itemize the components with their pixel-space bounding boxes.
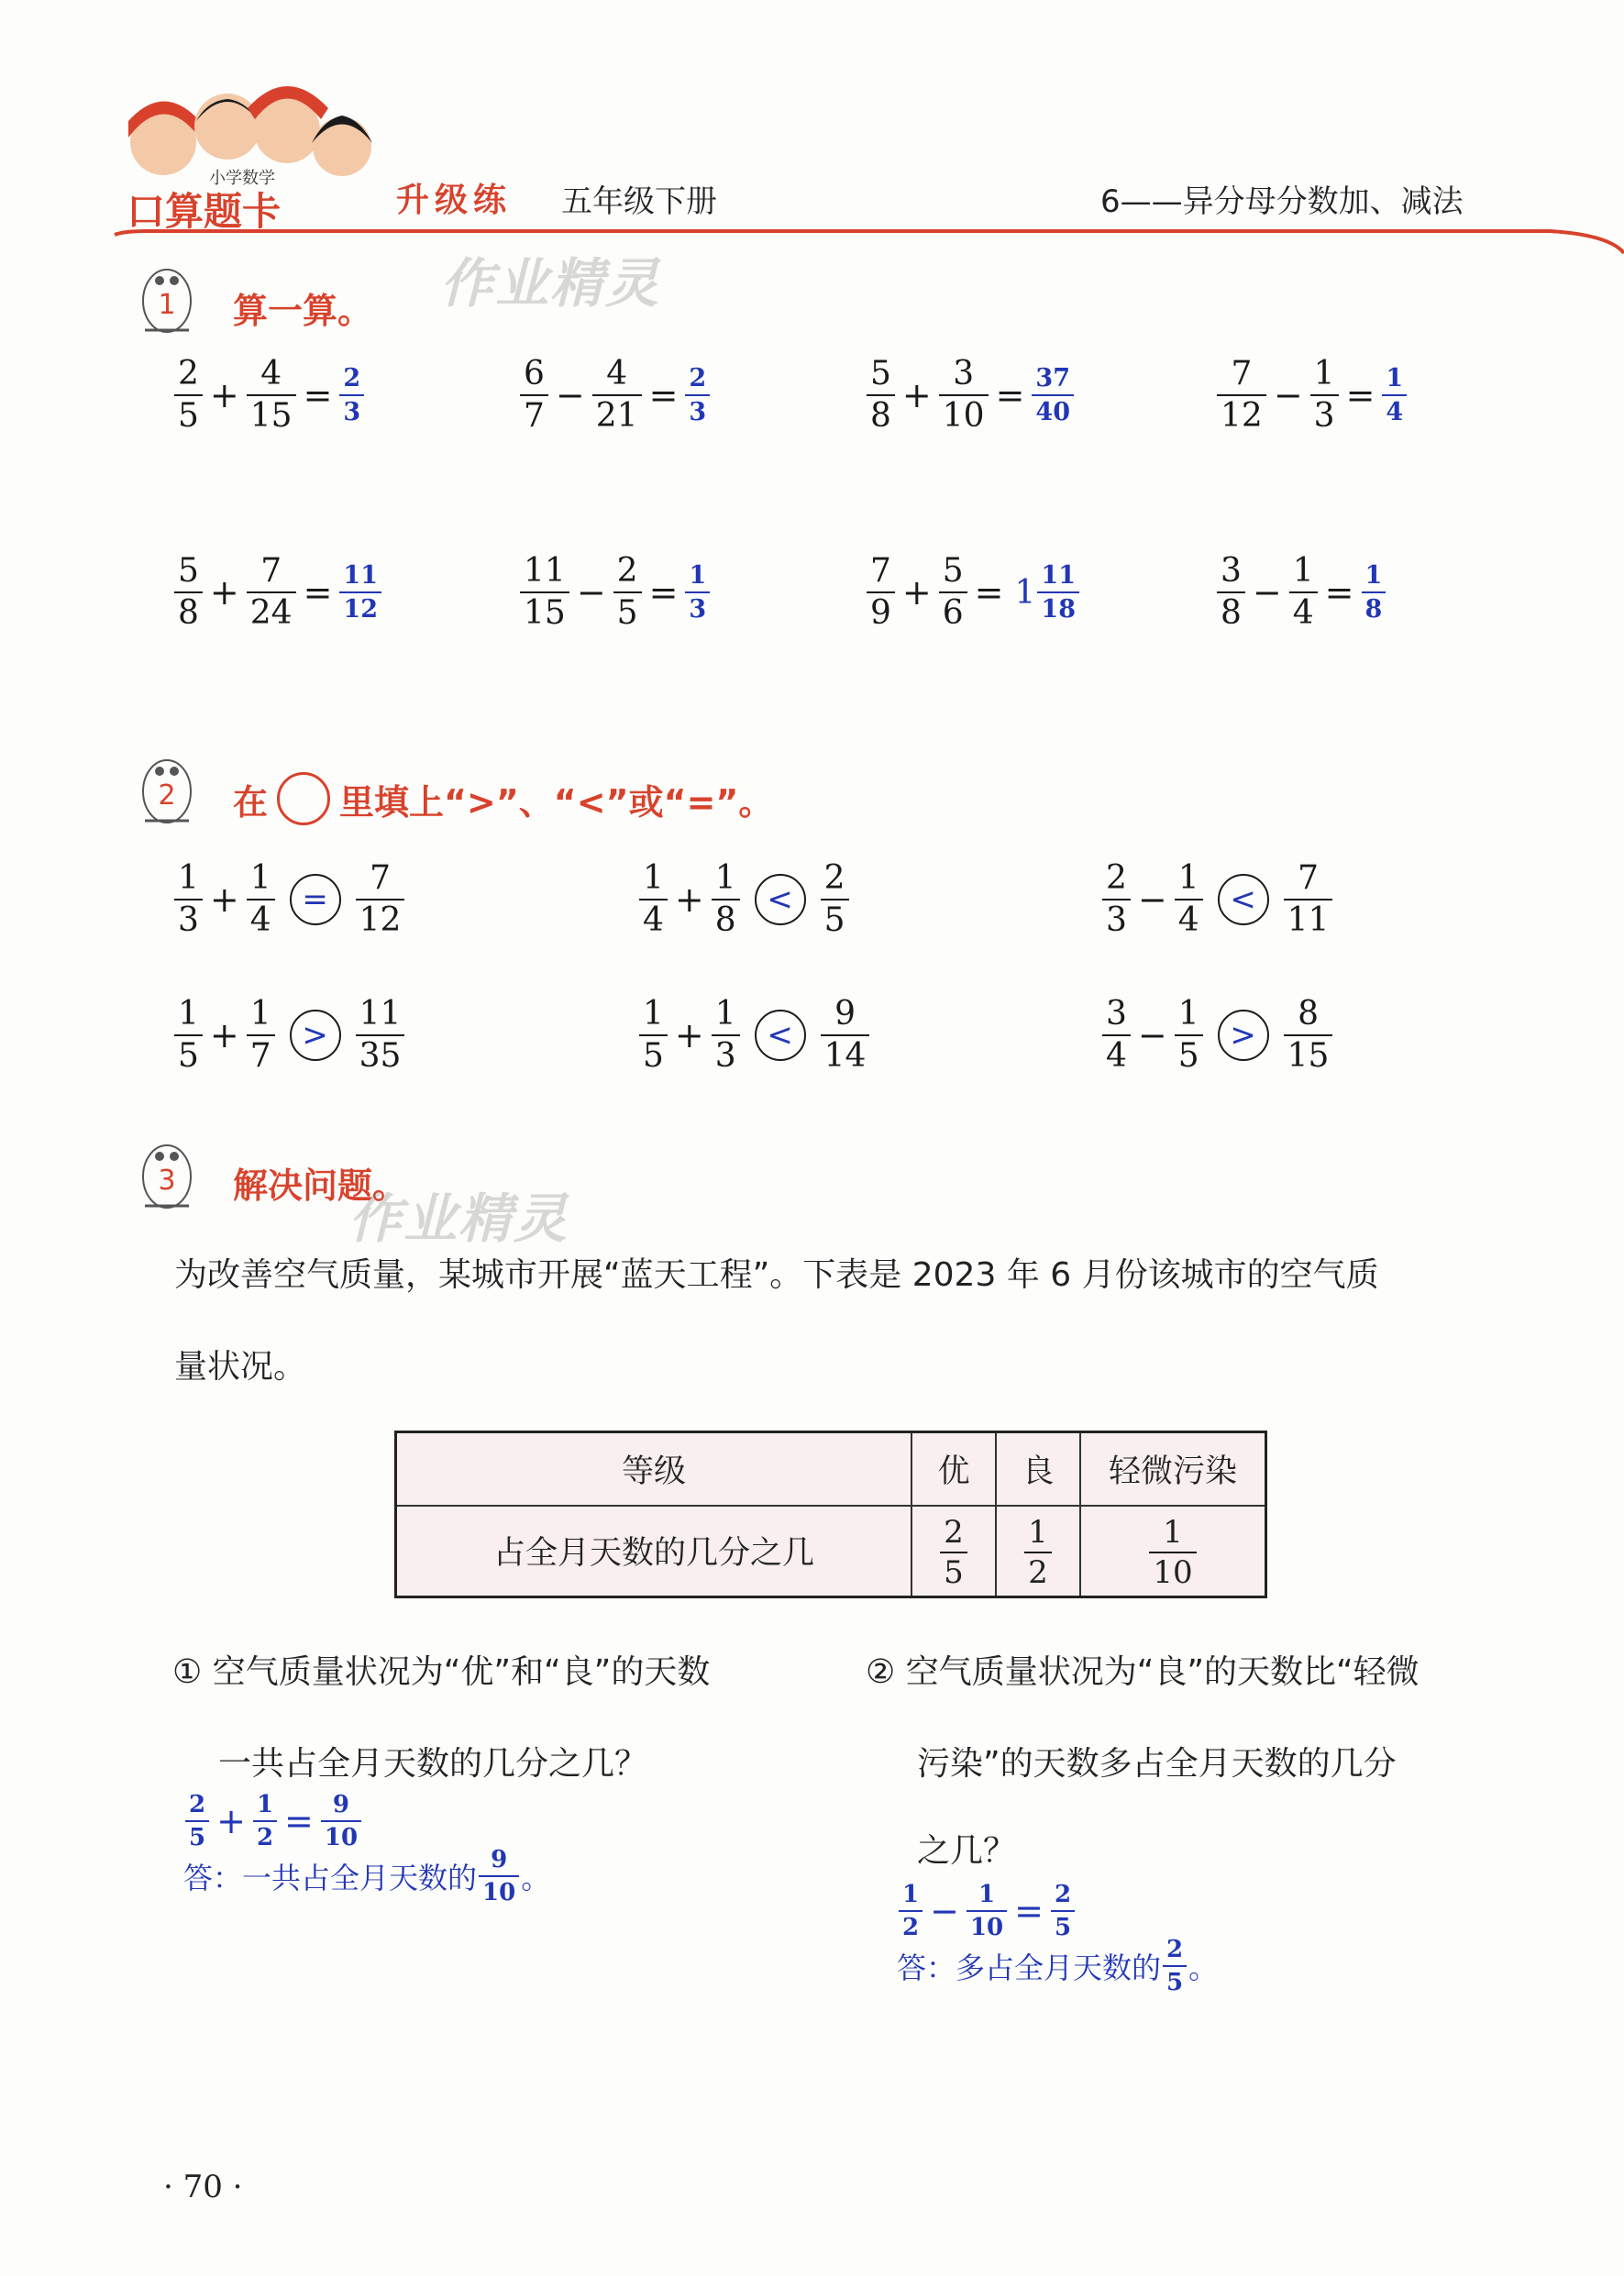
calc-problem xyxy=(172,355,366,435)
table-col-light-pollution: 轻微污染 xyxy=(1080,1432,1266,1506)
fraction: $\frac{2}{5}$ xyxy=(613,555,642,630)
operator: = xyxy=(303,572,333,613)
operator: − xyxy=(1137,1015,1167,1055)
fraction: $\frac{11}{35}$ xyxy=(356,998,405,1073)
fraction: $\frac{1}{5}$ xyxy=(1175,998,1203,1073)
calc-problem xyxy=(172,552,383,632)
fraction: $\frac{7}{12}$ xyxy=(1217,358,1266,433)
calc-answer xyxy=(1380,366,1409,425)
fraction: $\frac{2}{3}$ xyxy=(685,366,710,425)
question-2-answer: 答：多占全月天数的 $\frac{2}{5}$ 。 xyxy=(897,1936,1219,1996)
grade-label: 五年级下册 xyxy=(561,183,717,220)
operator: + xyxy=(209,375,239,415)
book-logo xyxy=(108,55,383,238)
table-cell-good: $\frac{1}{2}$ xyxy=(996,1506,1080,1597)
compare-sign: > xyxy=(290,1010,341,1061)
topic-label: 6——异分母分数加、减法 xyxy=(1100,183,1464,220)
calc-problem xyxy=(518,552,712,632)
series-title: 升级练 xyxy=(396,182,513,219)
fraction: $\frac{7}{11}$ xyxy=(1284,862,1333,937)
fraction: $\frac{8}{15}$ xyxy=(1284,998,1333,1073)
operator: + xyxy=(674,1015,704,1055)
fraction: $\frac{1}{4}$ xyxy=(1382,366,1407,425)
operator: = xyxy=(303,375,333,415)
question-1-answer: 答：一共占全月天数的 $\frac{9}{10}$ 。 xyxy=(183,1846,551,1906)
calc-problem xyxy=(1215,552,1387,632)
fraction: $\frac{1}{3}$ xyxy=(685,563,710,622)
calc-answer xyxy=(683,366,712,425)
operator: + xyxy=(209,879,239,920)
operator: − xyxy=(1273,375,1303,415)
question-2-line-1: ② 空气质量状况为“良”的天数比“轻微 xyxy=(866,1653,1420,1691)
svg-text:小学数学: 小学数学 xyxy=(209,169,275,188)
fraction: $\frac{4}{21}$ xyxy=(592,358,642,433)
svg-text:3: 3 xyxy=(158,1165,176,1197)
header-rule xyxy=(0,216,1624,271)
section-2-title: 在 里填上“>”、“<”或“=”。 xyxy=(233,772,773,825)
compare-sign: < xyxy=(755,1010,806,1061)
calc-problem xyxy=(518,355,712,435)
fraction: $\frac{1}{3}$ xyxy=(712,998,740,1073)
question-2-line-2: 污染”的天数多占全月天数的几分 xyxy=(917,1745,1397,1783)
calc-answer xyxy=(337,563,383,622)
fraction: $\frac{7}{24}$ xyxy=(247,555,296,630)
calc-answer xyxy=(683,563,712,622)
operator: + xyxy=(901,375,932,415)
compare-problem xyxy=(1100,995,1334,1075)
table-header-grade: 等级 xyxy=(396,1432,912,1506)
operator: = xyxy=(1324,572,1354,613)
operator: = xyxy=(1345,375,1375,415)
section-1-owl-icon xyxy=(138,257,196,339)
fraction: $\frac{5}{8}$ xyxy=(867,358,895,433)
compare-problem xyxy=(172,995,406,1075)
section-3-title: 解决问题。 xyxy=(233,1166,408,1206)
compare-sign: > xyxy=(1218,1010,1269,1061)
air-quality-table xyxy=(394,1431,1267,1598)
compare-problem xyxy=(637,859,851,939)
fraction: $\frac{1}{3}$ xyxy=(1310,358,1339,433)
fraction: $\frac{11}{18}$ xyxy=(1037,563,1079,622)
fraction: $\frac{5}{6}$ xyxy=(939,555,967,630)
table-cell-excellent: $\frac{2}{5}$ xyxy=(911,1506,996,1597)
fraction: $\frac{3}{10}$ xyxy=(939,358,989,433)
fraction: $\frac{2}{5}$ xyxy=(174,358,203,433)
watermark-2: 作业精灵 xyxy=(348,1188,569,1250)
fraction: $\frac{2}{3}$ xyxy=(339,366,364,425)
svg-text:2: 2 xyxy=(158,779,176,812)
calc-problem xyxy=(865,552,1081,632)
calc-answer: 1 $\frac{11}{18}$ xyxy=(1010,563,1081,622)
fraction: $\frac{2}{3}$ xyxy=(1102,862,1131,937)
table-col-good: 良 xyxy=(996,1432,1080,1506)
operator: + xyxy=(901,572,932,613)
fraction: $\frac{1}{5}$ xyxy=(639,998,668,1073)
fraction: $\frac{1}{4}$ xyxy=(1175,862,1203,937)
operator: = xyxy=(995,375,1025,415)
operator: − xyxy=(1137,879,1167,920)
problem-intro-line-2: 量状况。 xyxy=(174,1348,307,1386)
compare-sign: < xyxy=(1218,874,1269,925)
compare-problem xyxy=(1100,859,1334,939)
calc-problem xyxy=(865,355,1076,435)
fraction: $\frac{7}{9}$ xyxy=(867,555,895,630)
question-2-equation: $\frac{1}{2}$ − $\frac{1}{10}$ = $\frac{2}{5}$ xyxy=(897,1883,1077,1939)
fraction: $\frac{1}{4}$ xyxy=(1289,555,1318,630)
svg-text:1: 1 xyxy=(158,289,176,321)
operator: − xyxy=(576,572,606,613)
fraction: $\frac{11}{12}$ xyxy=(339,563,381,622)
fraction: $\frac{1}{8}$ xyxy=(1362,563,1386,622)
calc-answer xyxy=(337,366,366,425)
operator: = xyxy=(974,572,1004,613)
page-number: · 70 · xyxy=(163,2169,243,2205)
fraction: $\frac{11}{15}$ xyxy=(520,555,569,630)
compare-problem xyxy=(172,859,406,939)
section-2-owl-icon xyxy=(138,747,196,830)
fraction: $\frac{37}{40}$ xyxy=(1032,366,1074,425)
compare-sign: = xyxy=(290,874,341,925)
compare-sign: < xyxy=(755,874,806,925)
problem-intro-line-1: 为改善空气质量，某城市开展“蓝天工程”。下表是 2023 年 6 月份该城市的空气质 xyxy=(174,1256,1379,1294)
operator: + xyxy=(209,572,239,613)
blank-circle-icon xyxy=(277,772,330,825)
watermark-1: 作业精灵 xyxy=(440,252,661,315)
section-3-owl-icon xyxy=(138,1132,196,1215)
section-1-title: 算一算。 xyxy=(233,291,373,331)
question-2-line-3: 之几？ xyxy=(917,1832,1017,1870)
fraction: $\frac{3}{8}$ xyxy=(1217,555,1245,630)
fraction: $\frac{4}{15}$ xyxy=(247,358,296,433)
fraction: $\frac{2}{5}$ xyxy=(821,862,849,937)
fraction: $\frac{7}{12}$ xyxy=(356,862,405,937)
operator: + xyxy=(674,879,704,920)
operator: + xyxy=(209,1015,239,1055)
fraction: $\frac{1}{8}$ xyxy=(712,862,740,937)
fraction: $\frac{1}{4}$ xyxy=(639,862,668,937)
fraction: $\frac{3}{4}$ xyxy=(1102,998,1131,1073)
fraction: $\frac{9}{14}$ xyxy=(821,998,870,1073)
table-col-excellent: 优 xyxy=(911,1432,996,1506)
operator: − xyxy=(555,375,585,415)
question-1-equation: $\frac{2}{5}$ + $\frac{1}{2}$ = $\frac{9}{10}$ xyxy=(183,1793,363,1850)
operator: = xyxy=(648,572,679,613)
fraction: $\frac{1}{4}$ xyxy=(247,862,275,937)
calc-answer xyxy=(1030,366,1076,425)
fraction: $\frac{1}{7}$ xyxy=(247,998,275,1073)
fraction: $\frac{1}{3}$ xyxy=(174,862,203,937)
question-1-line-1: ① 空气质量状况为“优”和“良”的天数 xyxy=(172,1653,711,1691)
fraction: $\frac{5}{8}$ xyxy=(174,555,203,630)
fraction: $\frac{1}{5}$ xyxy=(174,998,203,1073)
operator: − xyxy=(1252,572,1282,613)
question-1-line-2: 一共占全月天数的几分之几？ xyxy=(218,1745,648,1783)
operator: = xyxy=(648,375,679,415)
svg-text:口算题卡: 口算题卡 xyxy=(127,189,282,234)
table-row-fraction-header: 占全月天数的几分之几 xyxy=(396,1506,912,1597)
table-cell-light-pollution: $\frac{1}{10}$ xyxy=(1080,1506,1266,1597)
calc-answer xyxy=(1360,563,1388,622)
fraction: $\frac{6}{7}$ xyxy=(520,358,548,433)
compare-problem xyxy=(637,995,871,1075)
calc-problem xyxy=(1215,355,1409,435)
